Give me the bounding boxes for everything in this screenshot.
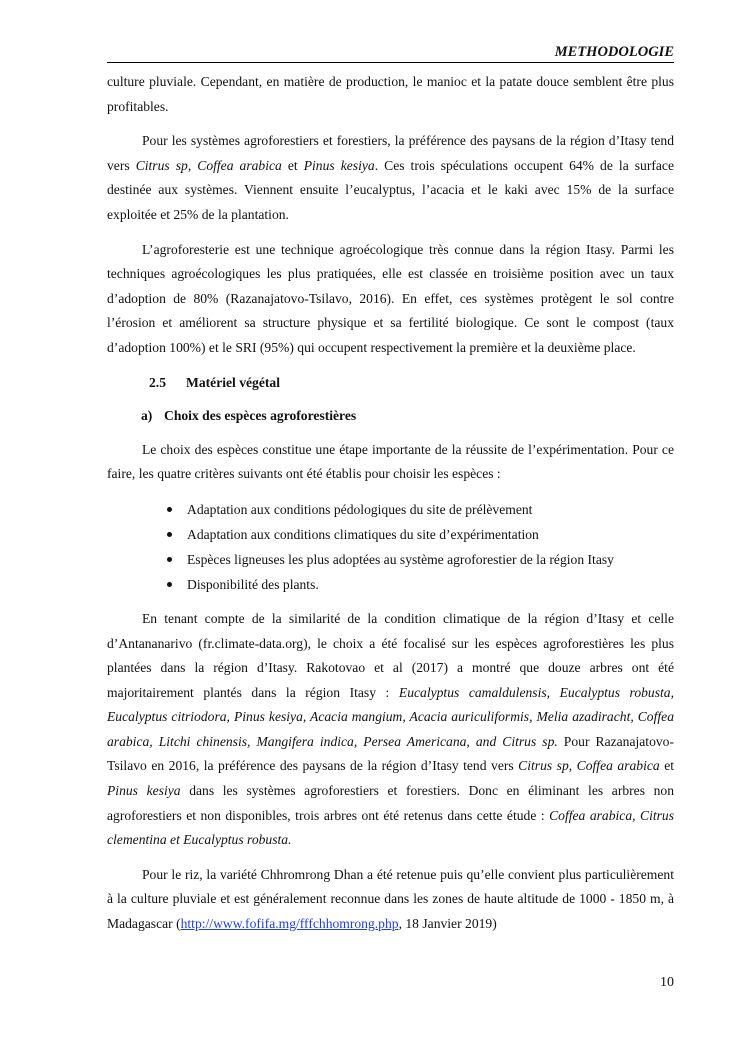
text-run: , [568, 758, 577, 774]
criterion-text: Disponibilité des plants. [187, 576, 319, 592]
species-name: Citrus sp [518, 758, 569, 774]
species-name: Citrus sp [135, 157, 188, 173]
text-run: Pour le riz, la variété Chhromrong Dhan a été retenue puis qu’elle convient plus particulièrement à la culture pluviale et est généralement reconnue dans les zones de haute altitude de 1000 - 1850 m, à Madagascar ( [107, 866, 674, 932]
criterion-text: Espèces ligneuses les plus adoptées au système agroforestier de la région Itasy [187, 551, 614, 567]
section-heading-2-5 [107, 371, 674, 396]
text-run: et [659, 758, 675, 774]
page-header [107, 44, 674, 63]
species-name: Coffea arabica [197, 157, 282, 173]
subsection-heading-a [107, 404, 674, 429]
criterion-text: Adaptation aux conditions climatiques du site d’expérimentation [187, 526, 539, 542]
species-name: Pinus kesiya [107, 783, 181, 799]
criteria-list [107, 497, 674, 597]
selected-species: Coffea arabica, Citrus clementina et Eucalyptus robusta. [107, 807, 674, 848]
subsection-number: a) [141, 408, 153, 424]
text-run: , 18 Janvier 2019) [398, 916, 497, 932]
paragraph-rice-variety [107, 863, 674, 937]
page-number: 10 [660, 975, 674, 990]
paragraph-species-choice: Le choix des espèces constitue une étape importante de la réussite de l’expérimentation. Pour ce faire, les quatre critères suivants ont été établis pour choisir les espèces : [107, 441, 674, 482]
text-run: . Ces trois spéculations occupent 64% de la surface destinée aux systèmes. Viennent ensuite l’eucalyptus, l’acacia et le kaki avec 15% de la surface exploitée et 25% de la plantation. [107, 157, 675, 222]
list-item [107, 522, 674, 547]
list-item [107, 572, 674, 597]
paragraph-climate-similarity [107, 607, 674, 853]
bullet-icon [167, 507, 172, 512]
text-run: , [187, 157, 198, 173]
subsection-title: Choix des espèces agroforestières [164, 408, 357, 424]
paragraph-agroecology: L’agroforesterie est une technique agroécologique très connue dans la région Itasy. Parmi les techniques agroécologiques les plus pratiquées, elle est classée en troisième position avec un taux d’adoption de 80% (Razanajatovo-Tsilavo, 2016). En effet, ces systèmes protègent le sol contre l’érosion et améliorent sa structure physique et sa fertilité biologique. Ce sont le compost (taux d’adoption 100%) et le SRI (95%) qui occupent respectivement la première et la deuxième place. [107, 241, 674, 355]
bullet-icon [167, 557, 172, 562]
text-run: En tenant compte de la similarité de la condition climatique de la région d’Itasy et celle d’Antananarivo (fr.climate-data.org), le choix a été focalisé sur les espèces agroforestières les plus plantées dans la région d’Itasy. Rakotovao et al (2017) a montré que douze arbres ont été majoritairement plantés dans la région Itasy : [107, 610, 674, 700]
text-run: dans les systèmes agroforestiers et forestiers. Donc en éliminant les arbres non agroforestiers et non disponibles, trois arbres ont été retenus dans cette étude : [107, 783, 675, 823]
criterion-text: Adaptation aux conditions pédologiques du site de prélèvement [187, 501, 533, 517]
paragraph-agroforestry-preference [107, 129, 674, 227]
species-name: Coffea arabica [576, 758, 660, 774]
species-list: Eucalyptus camaldulensis, Eucalyptus robusta, Eucalyptus citriodora, Pinus kesiya, Acacia mangium, Acacia auriculiformis, Melia azadiracht, Coffea arabica, Litchi chinensis, Mangifera indica, Persea Americana, and Citrus sp. [107, 684, 674, 749]
text-run: et [281, 157, 304, 173]
bullet-icon [167, 532, 172, 537]
document-body [107, 70, 674, 947]
paragraph-continuation: culture pluviale. Cependant, en matière de production, le manioc et la patate douce semblent être plus profitables. [107, 74, 674, 114]
fofifa-link[interactable]: http://www.fofifa.mg/fffchhomrong.php [180, 916, 399, 932]
section-title: Matériel végétal [186, 374, 280, 390]
species-name: Pinus kesiya [303, 157, 375, 173]
list-item [107, 497, 674, 522]
bullet-icon [167, 582, 172, 587]
text-run: Pour les systèmes agroforestiers et forestiers, la préférence des paysans de la région d’Itasy tend vers [107, 133, 674, 173]
list-item [107, 547, 674, 572]
text-run: Pour Razanajatovo-Tsilavo en 2016, la préférence des paysans de la région d’Itasy tend vers [107, 733, 675, 774]
section-number: 2.5 [149, 374, 166, 390]
header-title: METHODOLOGIE [554, 44, 674, 60]
